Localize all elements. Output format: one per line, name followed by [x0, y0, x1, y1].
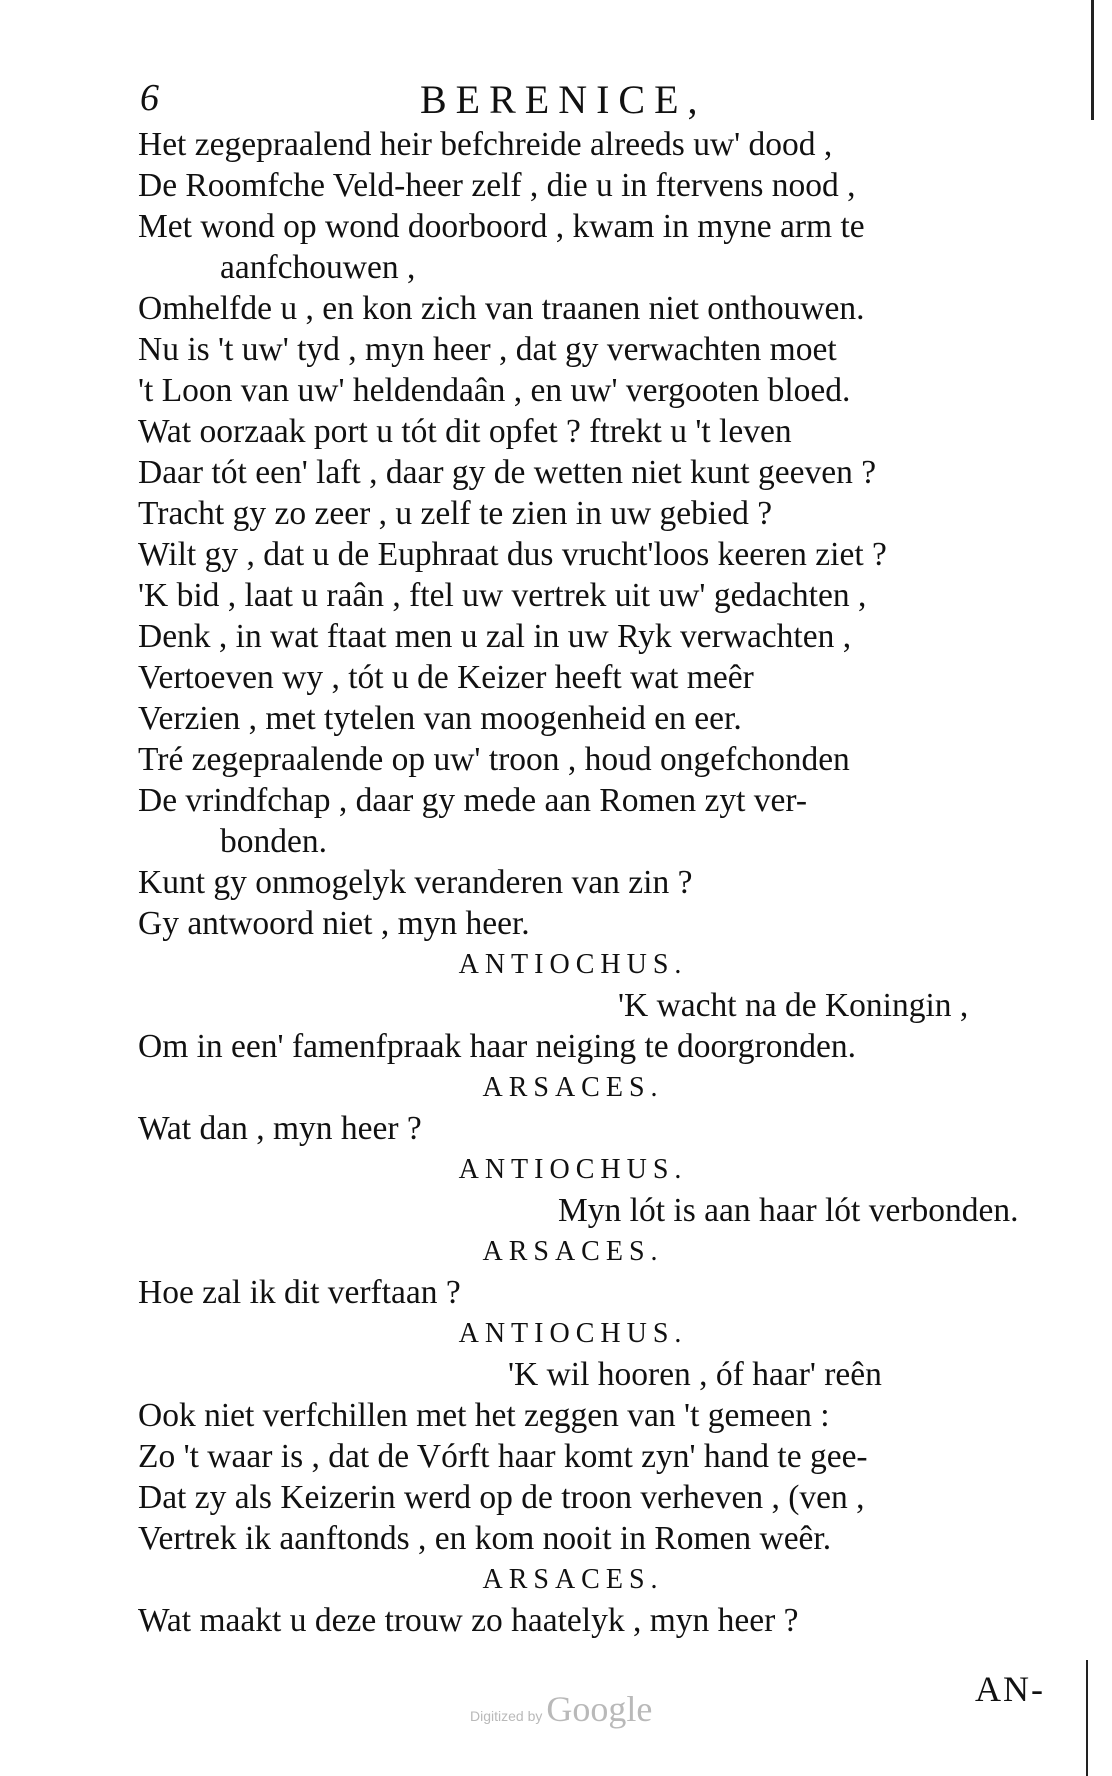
page-header — [140, 76, 1060, 124]
page-edge-line — [1091, 0, 1094, 120]
speaker-name: ANTIOCHUS. — [458, 1154, 688, 1185]
verse-line: 't Loon van uw' heldendaân , en uw' vergooten bloed. — [138, 372, 851, 409]
verse-line: 'K wil hooren , óf haar' reên — [508, 1356, 882, 1393]
verse-line: Gy antwoord niet , myn heer. — [138, 905, 530, 942]
speaker-name: ARSACES. — [482, 1564, 664, 1595]
verse-line: 'K bid , laat u raân , ftel uw vertrek uit uw' gedachten , — [138, 577, 867, 614]
verse-text-block — [138, 124, 1078, 1641]
speaker-name: ANTIOCHUS. — [458, 949, 688, 980]
verse-line: Wat dan , myn heer ? — [138, 1110, 422, 1147]
verse-line: Met wond op wond doorboord , kwam in myne arm te — [138, 208, 865, 245]
running-title: BERENICE, — [420, 77, 707, 122]
verse-line: Tré zegepraalende op uw' troon , houd ongefchonden — [138, 741, 850, 778]
verse-line: Vertrek ik aanftonds , en kom nooit in Romen weêr. — [138, 1520, 832, 1557]
speaker-name: ANTIOCHUS. — [458, 1318, 688, 1349]
verse-line: Vertoeven wy , tót u de Keizer heeft wat meêr — [138, 659, 754, 696]
verse-line: Kunt gy onmogelyk veranderen van zin ? — [138, 864, 693, 901]
speaker-name: ARSACES. — [482, 1072, 664, 1103]
verse-line: Ook niet verfchillen met het zeggen van 't gemeen : — [138, 1397, 830, 1434]
catchword: AN- — [975, 1669, 1045, 1709]
verse-line: Verzien , met tytelen van moogenheid en eer. — [138, 700, 742, 737]
verse-line: Het zegepraalend heir befchreide alreeds uw' dood , — [138, 126, 833, 163]
verse-line: Wat maakt u deze trouw zo haatelyk , myn heer ? — [138, 1602, 799, 1639]
verse-line: Omhelfde u , en kon zich van traanen niet onthouwen. — [138, 290, 865, 327]
page-number: 6 — [140, 77, 159, 119]
page-edge-line-bottom — [1086, 1660, 1088, 1776]
watermark-small-text: Digitized by — [470, 1708, 543, 1724]
verse-line: Denk , in wat ftaat men u zal in uw Ryk verwachten , — [138, 618, 852, 655]
verse-line: De vrindfchap , daar gy mede aan Romen zyt ver- — [138, 782, 808, 819]
watermark-google-text: Google — [546, 1689, 653, 1729]
verse-line: De Roomfche Veld-heer zelf , die u in ftervens nood , — [138, 167, 856, 204]
verse-line: Hoe zal ik dit verftaan ? — [138, 1274, 461, 1311]
verse-line: 'K wacht na de Koningin , — [618, 987, 969, 1024]
verse-line: Nu is 't uw' tyd , myn heer , dat gy verwachten moet — [138, 331, 837, 368]
digitized-by-google-watermark — [470, 1688, 710, 1728]
speaker-name: ARSACES. — [482, 1236, 664, 1267]
verse-line: Zo 't waar is , dat de Vórft haar komt zyn' hand te gee- — [138, 1438, 868, 1475]
verse-line: Myn lót is aan haar lót verbonden. — [558, 1192, 1019, 1229]
verse-line: Tracht gy zo zeer , u zelf te zien in uw gebied ? — [138, 495, 773, 532]
verse-line: bonden. — [220, 823, 327, 860]
verse-line: aanfchouwen , — [220, 249, 416, 286]
verse-line: Wilt gy , dat u de Euphraat dus vrucht'loos keeren ziet ? — [138, 536, 887, 573]
verse-line: Wat oorzaak port u tót dit opfet ? ftrekt u 't leven — [138, 413, 792, 450]
verse-line: Om in een' famenfpraak haar neiging te doorgronden. — [138, 1028, 856, 1065]
verse-line: Daar tót een' laft , daar gy de wetten niet kunt geeven ? — [138, 454, 877, 491]
verse-line: Dat zy als Keizerin werd op de troon verheven , (ven , — [138, 1479, 865, 1516]
